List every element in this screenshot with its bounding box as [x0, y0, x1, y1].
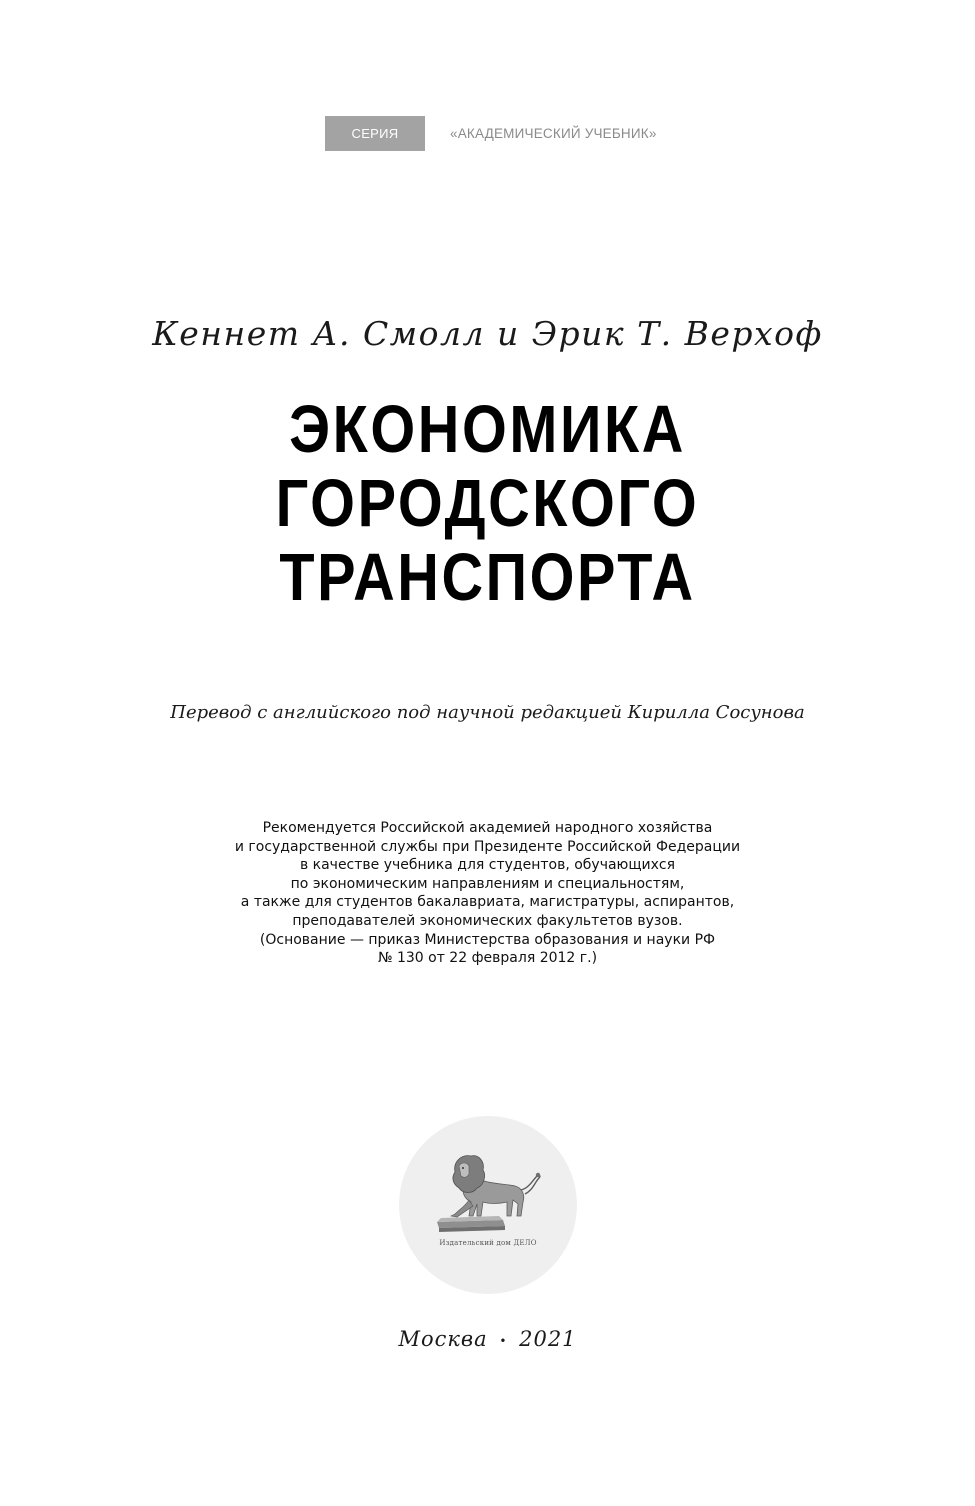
title-line: ГОРОДСКОГО	[275, 466, 700, 541]
recommendation-line: Рекомендуется Российской академией народного хозяйства	[262, 820, 713, 836]
recommendation-line: по экономическим направлениям и специальностям,	[290, 875, 685, 892]
recommendation-line: № 130 от 22 февраля 2012 г.)	[377, 950, 598, 967]
imprint-year: 2021	[519, 1327, 577, 1351]
book-authors: Кеннет А. Смолл и Эрик Т. Верхоф	[152, 314, 823, 353]
title-line: ТРАНСПОРТА	[279, 540, 696, 615]
series-line	[0, 116, 975, 151]
series-name: «АКАДЕМИЧЕСКИЙ УЧЕБНИК»	[450, 126, 657, 141]
publisher-caption: Издательский дом ДЕЛО	[439, 1239, 537, 1247]
recommendation-block	[0, 819, 975, 968]
imprint-separator: •	[499, 1333, 508, 1348]
series-badge: СЕРИЯ	[325, 116, 425, 151]
lion-on-books-icon	[433, 1150, 543, 1236]
imprint	[0, 1327, 975, 1351]
recommendation-line: и государственной службы при Президенте Российской Федерации	[234, 838, 741, 855]
book-title	[0, 393, 975, 615]
imprint-city: Москва	[398, 1327, 488, 1351]
recommendation-line: а также для студентов бакалавриата, магистратуры, аспирантов,	[240, 894, 735, 911]
recommendation-line: в качестве учебника для студентов, обучающихся	[299, 857, 676, 874]
recommendation-line: (Основание — приказ Министерства образования и науки РФ	[259, 931, 716, 948]
recommendation-line: преподавателей экономических факультетов вузов.	[292, 912, 683, 929]
publisher-logo	[399, 1116, 577, 1294]
translation-note: Перевод с английского под научной редакцией Кирилла Сосунова	[170, 702, 805, 723]
title-line: ЭКОНОМИКА	[289, 392, 686, 467]
